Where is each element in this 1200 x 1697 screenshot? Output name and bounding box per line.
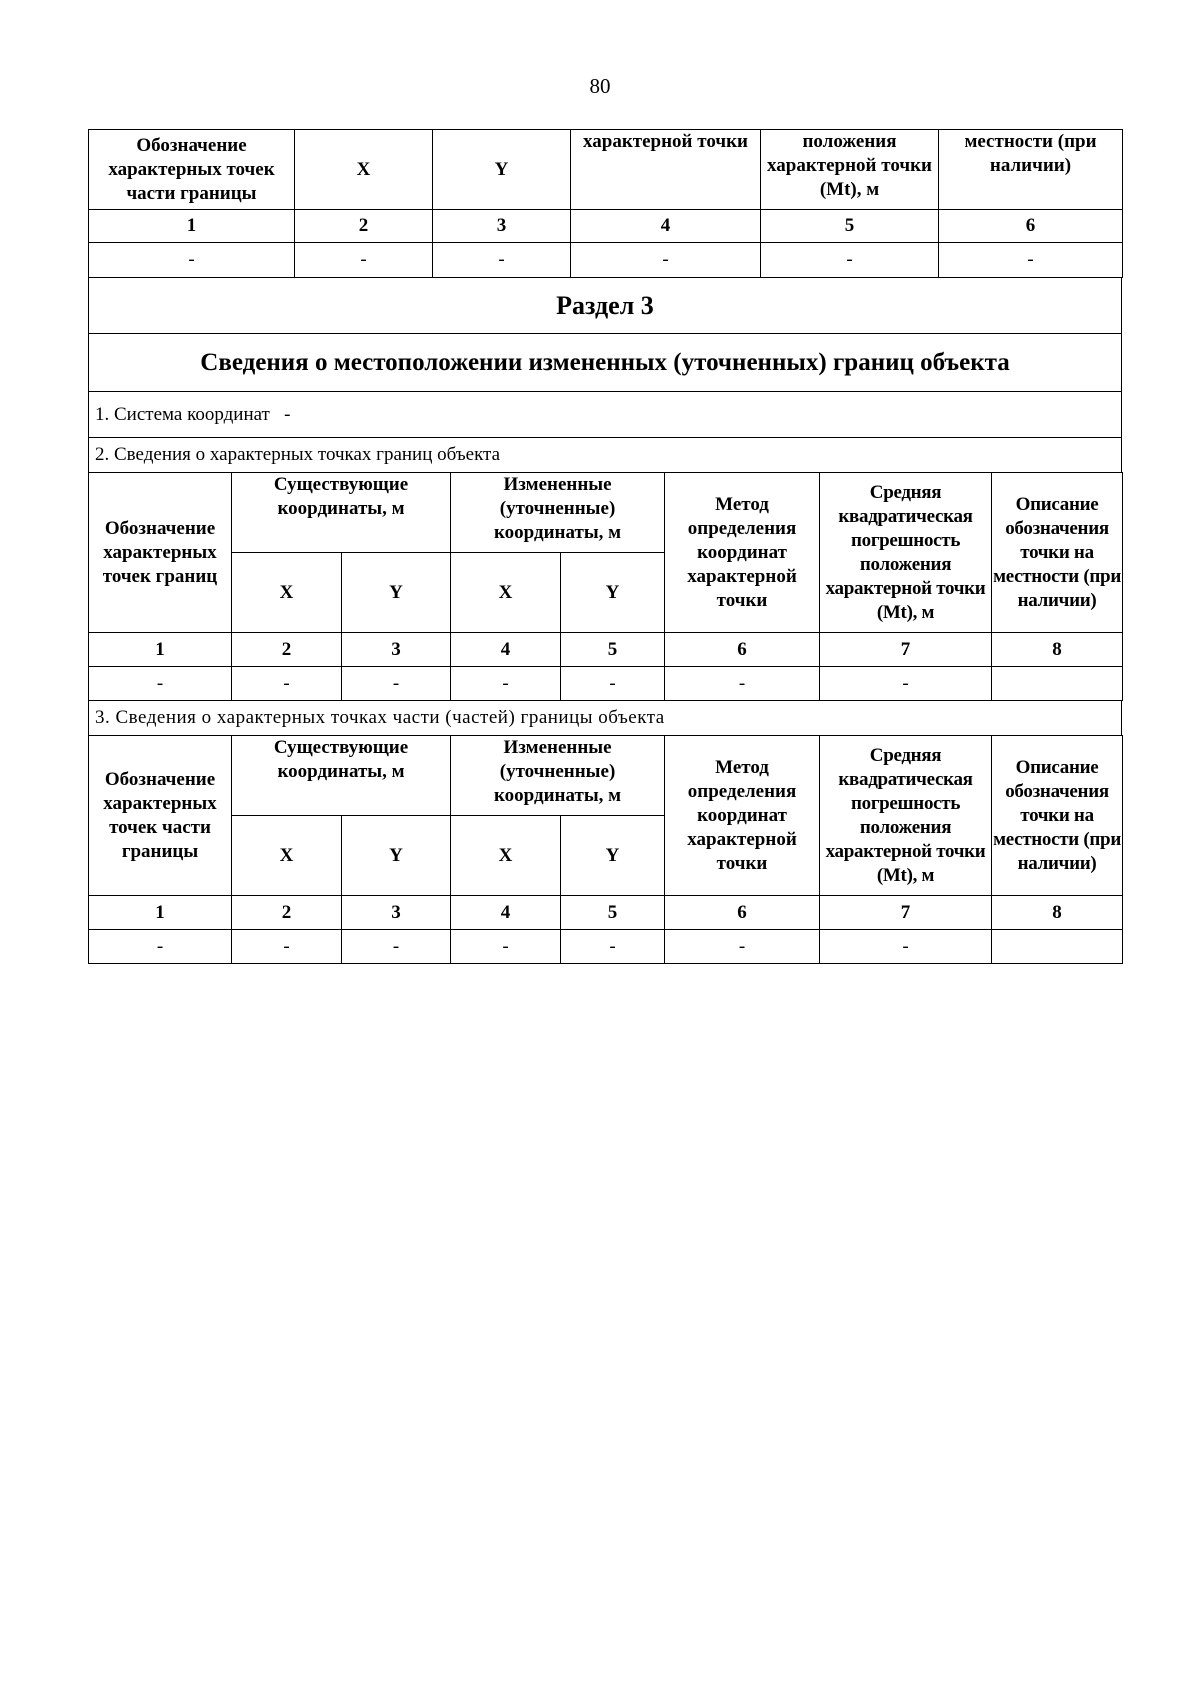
column-number: 1 xyxy=(89,210,295,243)
header-existing-x: X xyxy=(232,816,342,896)
column-number: 3 xyxy=(433,210,571,243)
table-cell: - xyxy=(561,930,665,964)
table-cell xyxy=(992,930,1123,964)
table-cell: - xyxy=(820,667,992,701)
table-cell: - xyxy=(451,667,561,701)
column-number: 7 xyxy=(820,896,992,930)
column-number: 5 xyxy=(761,210,939,243)
table-cell: - xyxy=(820,930,992,964)
coordinate-system-value: - xyxy=(284,403,291,425)
table-cell: - xyxy=(939,243,1123,278)
header-y: Y xyxy=(433,130,571,210)
header-changed-x: X xyxy=(451,816,561,896)
header-terrain-description: местности (при наличии) xyxy=(939,130,1123,210)
table-header-row xyxy=(89,130,1123,210)
header-changed-coordinates: Измененные (уточненные) координаты, м xyxy=(451,473,665,553)
header-x: X xyxy=(295,130,433,210)
header-changed-coordinates: Измененные (уточненные) координаты, м xyxy=(451,736,665,816)
table-part-boundary-points xyxy=(88,735,1123,964)
table-points-part-continued xyxy=(88,129,1123,278)
header-mean-square-error: Средняя квадратическая погрешность положения характерной точки (Mt), м xyxy=(820,736,992,896)
column-number-row xyxy=(89,633,1123,667)
column-number: 3 xyxy=(342,633,451,667)
table-cell: - xyxy=(561,667,665,701)
table-header-row xyxy=(89,473,1123,553)
header-mean-square-error: Средняя квадратическая погрешность положения характерной точки (Mt), м xyxy=(820,473,992,633)
column-number: 2 xyxy=(295,210,433,243)
header-characteristic-point: характерной точки xyxy=(571,130,761,210)
table-row xyxy=(89,930,1123,964)
column-number: 5 xyxy=(561,896,665,930)
header-changed-x: X xyxy=(451,553,561,633)
column-number: 8 xyxy=(992,896,1123,930)
column-number-row xyxy=(89,210,1123,243)
header-changed-y: Y xyxy=(561,553,665,633)
table-cell: - xyxy=(451,930,561,964)
column-number: 4 xyxy=(451,896,561,930)
section-header-table xyxy=(88,277,1122,473)
header-existing-coordinates: Существующие координаты, м xyxy=(232,736,451,816)
header-existing-y: Y xyxy=(342,553,451,633)
table-cell: - xyxy=(232,930,342,964)
page-number: 80 xyxy=(589,74,611,98)
table-cell: - xyxy=(295,243,433,278)
table-cell xyxy=(992,667,1123,701)
header-changed-y: Y xyxy=(561,816,665,896)
header-point-description: Описание обозначения точки на местности (при наличии) xyxy=(992,736,1123,896)
header-existing-coordinates: Существующие координаты, м xyxy=(232,473,451,553)
table-caption-boundary-points: 2. Сведения о характерных точках границ объекта xyxy=(89,438,1122,473)
table-cell: - xyxy=(433,243,571,278)
coordinate-system-label: 1. Система координат xyxy=(95,403,270,425)
table-row xyxy=(89,667,1123,701)
column-number: 2 xyxy=(232,633,342,667)
header-method: Метод определения координат характерной точки xyxy=(665,473,820,633)
table-caption-part-points: 3. Сведения о характерных точках части (частей) границы объекта xyxy=(89,701,1122,736)
table-cell: - xyxy=(571,243,761,278)
section-subtitle: Сведения о местоположении измененных (уточненных) границ объекта xyxy=(89,334,1122,392)
column-number: 6 xyxy=(665,896,820,930)
column-number: 3 xyxy=(342,896,451,930)
header-point-designation: Обозначение характерных точек части границы xyxy=(89,130,295,210)
column-number: 7 xyxy=(820,633,992,667)
column-number: 6 xyxy=(665,633,820,667)
coordinate-system-row xyxy=(89,392,1122,438)
column-number: 1 xyxy=(89,896,232,930)
table-row xyxy=(89,243,1123,278)
column-number: 4 xyxy=(571,210,761,243)
header-point-description: Описание обозначения точки на местности (при наличии) xyxy=(992,473,1123,633)
header-existing-x: X xyxy=(232,553,342,633)
header-method: Метод определения координат характерной точки xyxy=(665,736,820,896)
header-position-error: положения характерной точки (Mt), м xyxy=(761,130,939,210)
section-title: Раздел 3 xyxy=(89,278,1122,334)
table-cell: - xyxy=(89,930,232,964)
header-point-designation: Обозначение характерных точек части границы xyxy=(89,736,232,896)
table-header-row xyxy=(89,736,1123,816)
header-point-designation: Обозначение характерных точек границ xyxy=(89,473,232,633)
table-cell: - xyxy=(665,667,820,701)
column-number: 5 xyxy=(561,633,665,667)
column-number: 8 xyxy=(992,633,1123,667)
column-number: 1 xyxy=(89,633,232,667)
table-boundary-points xyxy=(88,472,1123,701)
header-existing-y: Y xyxy=(342,816,451,896)
table-cell: - xyxy=(89,667,232,701)
table-cell: - xyxy=(342,667,451,701)
column-number: 6 xyxy=(939,210,1123,243)
table-cell: - xyxy=(232,667,342,701)
table-cell: - xyxy=(761,243,939,278)
column-number: 4 xyxy=(451,633,561,667)
table-caption-part-points-table xyxy=(88,700,1122,736)
table-cell: - xyxy=(342,930,451,964)
column-number-row xyxy=(89,896,1123,930)
table-cell: - xyxy=(665,930,820,964)
column-number: 2 xyxy=(232,896,342,930)
table-cell: - xyxy=(89,243,295,278)
